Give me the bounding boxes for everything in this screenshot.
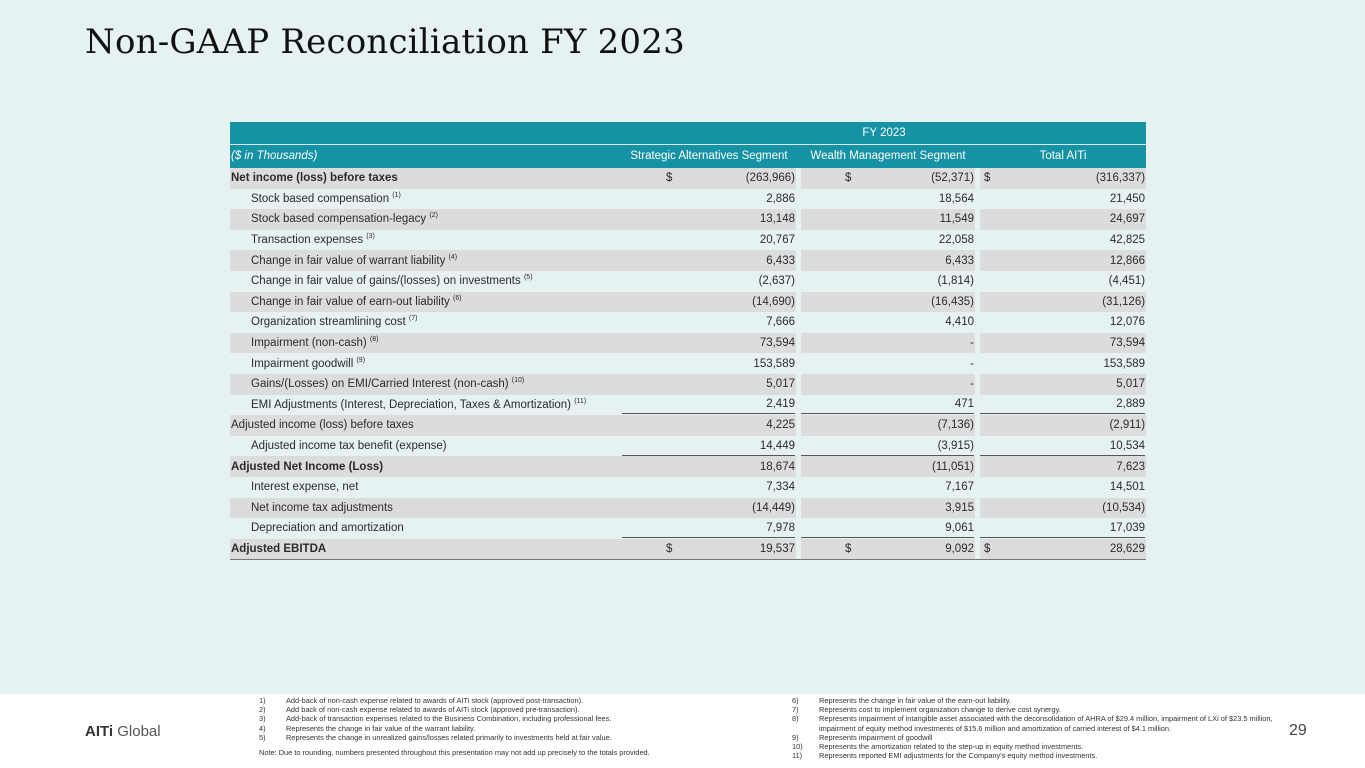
table-row	[230, 209, 1146, 230]
brand-rest: Global	[113, 723, 161, 740]
footnotes-right	[792, 696, 1292, 760]
footnote-ref: (3)	[366, 233, 375, 241]
value-cell	[980, 498, 1146, 519]
cell-value: 2,886	[766, 192, 795, 205]
cell-value: 7,978	[766, 521, 795, 534]
value-cell	[980, 189, 1146, 210]
reconciliation-table	[230, 122, 1146, 560]
cell-value: -	[970, 357, 974, 370]
value-cell	[622, 250, 796, 271]
cell-value: 19,537	[759, 542, 795, 555]
cell-value: (2,911)	[1109, 419, 1146, 432]
fy-header: FY 2023	[622, 122, 1146, 144]
row-label-text: Impairment (non-cash)	[251, 337, 367, 350]
value-cell	[801, 312, 975, 333]
header-row-columns	[230, 144, 1146, 168]
row-label-text: Adjusted Net Income (Loss)	[231, 460, 384, 473]
footnote-number: 3)	[259, 714, 266, 724]
cell-value: (2,637)	[758, 275, 795, 288]
cell-value: 18,564	[938, 192, 974, 205]
value-cell	[801, 477, 975, 498]
value-cell	[801, 209, 975, 230]
value-cell	[980, 395, 1146, 416]
row-label-text: Impairment goodwill	[251, 357, 354, 370]
table-row	[230, 539, 1146, 560]
footnote-number: 2)	[259, 705, 266, 715]
value-cell	[801, 498, 975, 519]
column-header-wealth: Wealth Management Segment	[801, 144, 975, 168]
row-label	[230, 292, 622, 313]
cell-value: 22,058	[938, 234, 974, 247]
cell-value: (1,814)	[937, 275, 974, 288]
value-cell	[622, 477, 796, 498]
footnote-ref: (7)	[408, 315, 418, 323]
table-row	[230, 374, 1146, 395]
cell-value: 6,433	[945, 254, 974, 267]
row-label	[230, 271, 622, 292]
value-cell	[622, 168, 796, 189]
footnote-text: Add-back of transaction expenses related to the Business Combination, including professional fees.	[286, 714, 612, 724]
footnote-text: Represents the change in unrealized gains/losses related primarily to investments held at fair value.	[286, 732, 612, 742]
footnote	[792, 705, 1292, 714]
value-cell	[801, 436, 975, 457]
cell-value: 7,167	[945, 481, 974, 494]
row-label-text: Transaction expenses	[251, 234, 364, 247]
value-cell	[622, 230, 796, 251]
footnote-ref: (4)	[448, 253, 458, 261]
header-row-fy	[230, 122, 1146, 144]
cell-value: 11,549	[939, 213, 974, 226]
value-cell	[980, 168, 1146, 189]
cell-value: -	[970, 378, 974, 391]
row-label	[230, 250, 622, 271]
rounding-note: Note: Due to rounding, numbers presented throughout this presentation may not add up precisely to the totals provided.	[259, 748, 650, 758]
footnote	[792, 714, 1292, 732]
footnote-number: 1)	[259, 696, 266, 705]
footnotes-left	[259, 696, 759, 757]
cell-value: 2,419	[766, 398, 795, 411]
footnote-text: Represents the change in fair value of the earn-out liability.	[819, 696, 1012, 705]
footnote	[792, 751, 1292, 760]
footnote-ref: (11)	[574, 398, 587, 405]
currency-symbol: $	[984, 172, 991, 185]
units-label: ($ in Thousands)	[230, 144, 622, 168]
cell-value: 7,666	[766, 316, 795, 329]
cell-value: (3,915)	[937, 439, 974, 452]
table-row	[230, 395, 1146, 416]
value-cell	[980, 271, 1146, 292]
footnote-number: 5)	[259, 732, 266, 742]
cell-value: 14,501	[1109, 481, 1146, 494]
value-cell	[980, 539, 1146, 560]
brand-logo	[85, 723, 161, 740]
row-label	[230, 498, 622, 519]
footnote	[259, 724, 759, 733]
footnote-ref: (6)	[453, 295, 462, 303]
value-cell	[801, 395, 975, 416]
row-label	[230, 189, 622, 210]
footnote-number: 6)	[792, 696, 799, 705]
row-label-text: Interest expense, net	[251, 481, 359, 494]
cell-value: 17,039	[1109, 521, 1146, 534]
row-label	[230, 374, 622, 395]
row-label	[230, 395, 622, 416]
value-cell	[622, 353, 796, 374]
value-cell	[622, 374, 796, 395]
cell-value: (4,451)	[1108, 275, 1146, 288]
cell-value: 471	[954, 398, 974, 411]
row-label-text: Adjusted income tax benefit (expense)	[251, 440, 447, 453]
cell-value: 73,594	[1109, 337, 1146, 350]
footnote	[259, 696, 759, 705]
value-cell	[980, 436, 1146, 457]
cell-value: 4,410	[945, 316, 974, 329]
table-row	[230, 312, 1146, 333]
value-cell	[622, 292, 796, 313]
page-title: Non-GAAP Reconciliation FY 2023	[85, 22, 685, 62]
value-cell	[801, 415, 975, 436]
row-label-text: Adjusted income (loss) before taxes	[231, 419, 414, 432]
cell-value: 13,148	[759, 213, 795, 226]
value-cell	[980, 209, 1146, 230]
value-cell	[622, 415, 796, 436]
cell-value: 2,889	[1116, 398, 1146, 411]
value-cell	[801, 230, 975, 251]
footnote	[792, 696, 1292, 705]
footnote-number: 11)	[792, 751, 803, 761]
value-cell	[801, 539, 975, 560]
row-label-text: Stock based compensation-legacy	[251, 213, 427, 226]
footnote-text: Represents impairment of goodwill	[819, 732, 933, 742]
value-cell	[622, 271, 796, 292]
value-cell	[980, 230, 1146, 251]
cell-value: (14,690)	[752, 295, 795, 308]
currency-symbol: $	[845, 172, 852, 185]
value-cell	[980, 333, 1146, 354]
page-number: 29	[1289, 722, 1307, 739]
footnote-number: 9)	[792, 732, 799, 742]
currency-symbol: $	[845, 542, 852, 555]
value-cell	[980, 456, 1146, 477]
value-cell	[801, 456, 975, 477]
value-cell	[980, 292, 1146, 313]
cell-value: 21,450	[1109, 192, 1146, 205]
cell-value: (52,371)	[931, 172, 974, 185]
value-cell	[801, 353, 975, 374]
reconciliation-table-container	[230, 122, 1146, 560]
value-cell	[622, 395, 796, 416]
cell-value: 42,825	[1109, 234, 1146, 247]
row-label	[230, 477, 622, 498]
table-row	[230, 415, 1146, 436]
row-label	[230, 333, 622, 354]
footnote	[792, 733, 1292, 742]
footnote-ref: (5)	[523, 274, 533, 282]
footnote-text: Represents reported EMI adjustments for the Company's equity method investments.	[819, 751, 1098, 761]
table-row	[230, 168, 1146, 189]
cell-value: 9,061	[945, 521, 974, 534]
value-cell	[622, 456, 796, 477]
table-row	[230, 250, 1146, 271]
footnote-text: Represents impairment of intangible asset associated with the deconsolidation of AHRA of $29.4 million, impairment of LXi of $23.5 million, impairment of equity method investments of $15.6 million and amortization of carried interest of $4.1 million.	[819, 714, 1273, 733]
value-cell	[801, 168, 975, 189]
cell-value: 10,534	[1109, 439, 1146, 452]
table-row	[230, 353, 1146, 374]
footnote-ref: (1)	[392, 192, 401, 200]
column-header-total: Total AITi	[980, 144, 1146, 168]
table-row	[230, 271, 1146, 292]
cell-value: (16,435)	[931, 295, 974, 308]
cell-value: 5,017	[1116, 378, 1146, 391]
cell-value: 28,629	[1109, 542, 1146, 555]
table-row	[230, 477, 1146, 498]
value-cell	[801, 518, 975, 539]
row-label	[230, 456, 622, 477]
value-cell	[801, 374, 975, 395]
value-cell	[801, 333, 975, 354]
value-cell	[980, 250, 1146, 271]
row-label-text: Stock based compensation	[251, 192, 390, 205]
footnote-number: 8)	[792, 714, 799, 724]
footnote-text: Add-back of non-cash expense related to awards of AITi stock (approved post-transaction).	[286, 696, 584, 705]
brand-bold: AITi	[85, 723, 114, 740]
cell-value: (10,534)	[1102, 501, 1146, 514]
cell-value: (31,126)	[1102, 295, 1146, 308]
cell-value: 12,866	[1109, 254, 1146, 267]
cell-value: 73,594	[759, 337, 795, 350]
cell-value: 24,697	[1109, 213, 1146, 226]
footnote-ref: (2)	[429, 212, 438, 220]
currency-symbol: $	[984, 542, 991, 555]
value-cell	[622, 209, 796, 230]
cell-value: 7,334	[766, 481, 795, 494]
cell-value: 6,433	[766, 254, 795, 267]
row-label	[230, 312, 622, 333]
row-label-text: Change in fair value of earn-out liability	[251, 295, 450, 308]
row-label-text: Gains/(Losses) on EMI/Carried Interest (non-cash)	[251, 378, 509, 391]
row-label-text: Adjusted EBITDA	[231, 542, 327, 555]
footnote	[259, 705, 759, 714]
value-cell	[980, 477, 1146, 498]
row-label	[230, 353, 622, 374]
value-cell	[622, 312, 796, 333]
row-label-text: Change in fair value of warrant liability	[251, 254, 446, 267]
value-cell	[801, 250, 975, 271]
column-header-strategic: Strategic Alternatives Segment	[622, 144, 796, 168]
value-cell	[980, 374, 1146, 395]
cell-value: 153,589	[1103, 357, 1146, 370]
table-row	[230, 498, 1146, 519]
value-cell	[980, 415, 1146, 436]
cell-value: (14,449)	[752, 501, 795, 514]
footnote-number: 4)	[259, 723, 266, 733]
table-row	[230, 189, 1146, 210]
table-row	[230, 230, 1146, 251]
value-cell	[980, 353, 1146, 374]
footnote-ref: (9)	[356, 356, 366, 364]
cell-value: 14,449	[759, 439, 795, 452]
footnote-ref: (10)	[511, 377, 525, 385]
currency-symbol: $	[666, 172, 673, 185]
table-row	[230, 436, 1146, 457]
row-label	[230, 230, 622, 251]
row-label-text: Net income tax adjustments	[251, 501, 393, 514]
table-row	[230, 292, 1146, 313]
footnote-text: Represents cost to implement organization change to derive cost synergy.	[819, 705, 1061, 715]
table-row	[230, 456, 1146, 477]
value-cell	[622, 436, 796, 457]
table-row	[230, 518, 1146, 539]
value-cell	[980, 312, 1146, 333]
row-label-text: Change in fair value of gains/(losses) on investments	[251, 275, 521, 288]
table-row	[230, 333, 1146, 354]
cell-value: 5,017	[766, 378, 795, 391]
cell-value: 7,623	[1116, 460, 1146, 473]
cell-value: -	[970, 337, 974, 350]
value-cell	[801, 292, 975, 313]
footnote-text: Represents the amortization related to the step-up in equity method investments.	[819, 742, 1084, 752]
value-cell	[801, 189, 975, 210]
row-label-text: Depreciation and amortization	[251, 522, 404, 535]
cell-value: 153,589	[753, 357, 795, 370]
footnote-number: 7)	[792, 705, 799, 715]
cell-value: 12,076	[1109, 316, 1146, 329]
cell-value: (316,337)	[1095, 172, 1146, 185]
value-cell	[801, 271, 975, 292]
cell-value: 20,767	[759, 234, 795, 247]
table-body	[230, 168, 1146, 559]
currency-symbol: $	[666, 542, 673, 555]
footnote-text: Add back of non-cash expense related to awards of AITi stock (approved pre-transaction).	[286, 705, 580, 715]
row-label	[230, 415, 622, 436]
row-label	[230, 539, 622, 560]
value-cell	[622, 189, 796, 210]
cell-value: (7,136)	[937, 419, 974, 432]
cell-value: 18,674	[759, 460, 795, 473]
value-cell	[622, 539, 796, 560]
value-cell	[622, 518, 796, 539]
cell-value: 4,225	[766, 419, 795, 432]
footnote-ref: (8)	[369, 336, 379, 344]
footnote	[259, 714, 759, 723]
cell-value: (11,051)	[932, 460, 974, 473]
row-label	[230, 209, 622, 230]
footnote	[259, 733, 759, 742]
row-label-text: Net income (loss) before taxes	[231, 172, 398, 185]
value-cell	[980, 518, 1146, 539]
footnote	[792, 742, 1292, 751]
footnote-number: 10)	[792, 742, 803, 752]
row-label-text: Organization streamlining cost	[251, 316, 406, 329]
row-label	[230, 436, 622, 457]
value-cell	[622, 498, 796, 519]
row-label	[230, 518, 622, 539]
cell-value: 9,092	[945, 542, 974, 555]
cell-value: 3,915	[945, 501, 974, 514]
cell-value: (263,966)	[745, 172, 795, 185]
row-label-text: EMI Adjustments (Interest, Depreciation, Taxes & Amortization)	[251, 398, 572, 411]
value-cell	[622, 333, 796, 354]
row-label	[230, 168, 622, 189]
footnote-text: Represents the change in fair value of the warrant liability.	[286, 723, 476, 733]
